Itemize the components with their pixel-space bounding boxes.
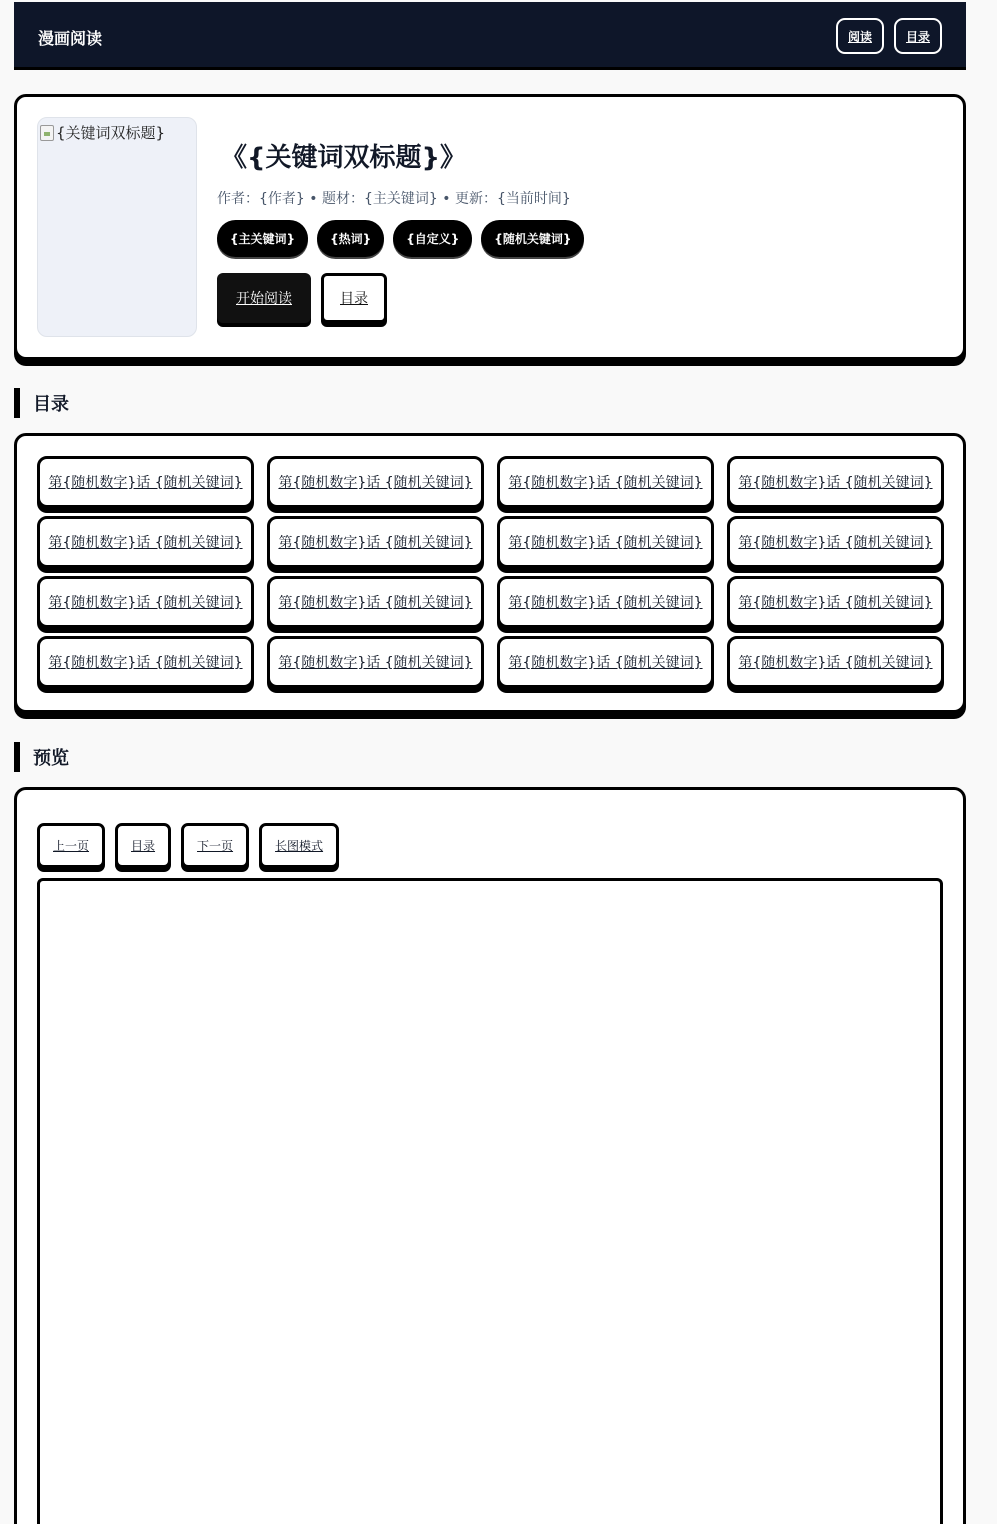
prev-page-button[interactable]: 上一页: [37, 823, 105, 868]
comic-meta: 作者：{作者} • 题材：{主关键词} • 更新：{当前时间}: [217, 191, 571, 207]
chapter-link[interactable]: 第{随机数字}话 {随机关键词}: [37, 576, 254, 628]
cover-alt-text: {关键词双标题}: [56, 124, 166, 142]
chapter-list-card: [14, 433, 966, 713]
chapter-link[interactable]: 第{随机数字}话 {随机关键词}: [37, 456, 254, 508]
chapter-link[interactable]: 第{随机数字}话 {随机关键词}: [37, 516, 254, 568]
preview-section-title: 预览: [14, 742, 69, 772]
tag-chip[interactable]: {主关键词}: [217, 220, 308, 257]
chapter-link[interactable]: 第{随机数字}话 {随机关键词}: [267, 516, 484, 568]
chapter-link[interactable]: 第{随机数字}话 {随机关键词}: [497, 636, 714, 688]
chapter-link[interactable]: 第{随机数字}话 {随机关键词}: [267, 636, 484, 688]
hero-actions: [217, 273, 387, 323]
chapter-link[interactable]: 第{随机数字}话 {随机关键词}: [267, 456, 484, 508]
comic-info-card: [14, 94, 966, 360]
chapter-link[interactable]: 第{随机数字}话 {随机关键词}: [37, 636, 254, 688]
tag-list: [217, 220, 584, 257]
chapter-link[interactable]: 第{随机数字}话 {随机关键词}: [727, 516, 944, 568]
nav-toc-button[interactable]: 目录: [894, 18, 942, 54]
tag-chip[interactable]: {自定义}: [393, 220, 472, 257]
long-image-mode-button[interactable]: 长图模式: [259, 823, 339, 868]
comic-cover-image[interactable]: [37, 117, 197, 337]
broken-image-icon: [40, 125, 54, 141]
comic-page-viewer[interactable]: [37, 878, 943, 1524]
chapter-link[interactable]: 第{随机数字}话 {随机关键词}: [727, 456, 944, 508]
chapter-link[interactable]: 第{随机数字}话 {随机关键词}: [497, 576, 714, 628]
preview-card: [14, 787, 966, 1524]
chapter-link[interactable]: 第{随机数字}话 {随机关键词}: [497, 516, 714, 568]
nav-read-button[interactable]: 阅读: [836, 18, 884, 54]
start-reading-button[interactable]: 开始阅读: [217, 273, 311, 323]
tag-chip[interactable]: {热词}: [317, 220, 384, 257]
chapter-link[interactable]: 第{随机数字}话 {随机关键词}: [727, 576, 944, 628]
toc-button[interactable]: 目录: [321, 273, 387, 323]
top-header: [14, 2, 966, 70]
preview-controls: [37, 823, 339, 868]
brand-logo-text[interactable]: 漫画阅读: [38, 29, 103, 48]
comic-title: 《{关键词双标题}》: [221, 143, 467, 173]
chapter-grid: [37, 456, 944, 688]
chapter-link[interactable]: 第{随机数字}话 {随机关键词}: [727, 636, 944, 688]
chapter-link[interactable]: 第{随机数字}话 {随机关键词}: [497, 456, 714, 508]
tag-chip[interactable]: {随机关键词}: [481, 220, 584, 257]
chapter-link[interactable]: 第{随机数字}话 {随机关键词}: [267, 576, 484, 628]
preview-toc-button[interactable]: 目录: [115, 823, 171, 868]
next-page-button[interactable]: 下一页: [181, 823, 249, 868]
toc-section-title: 目录: [14, 388, 69, 418]
